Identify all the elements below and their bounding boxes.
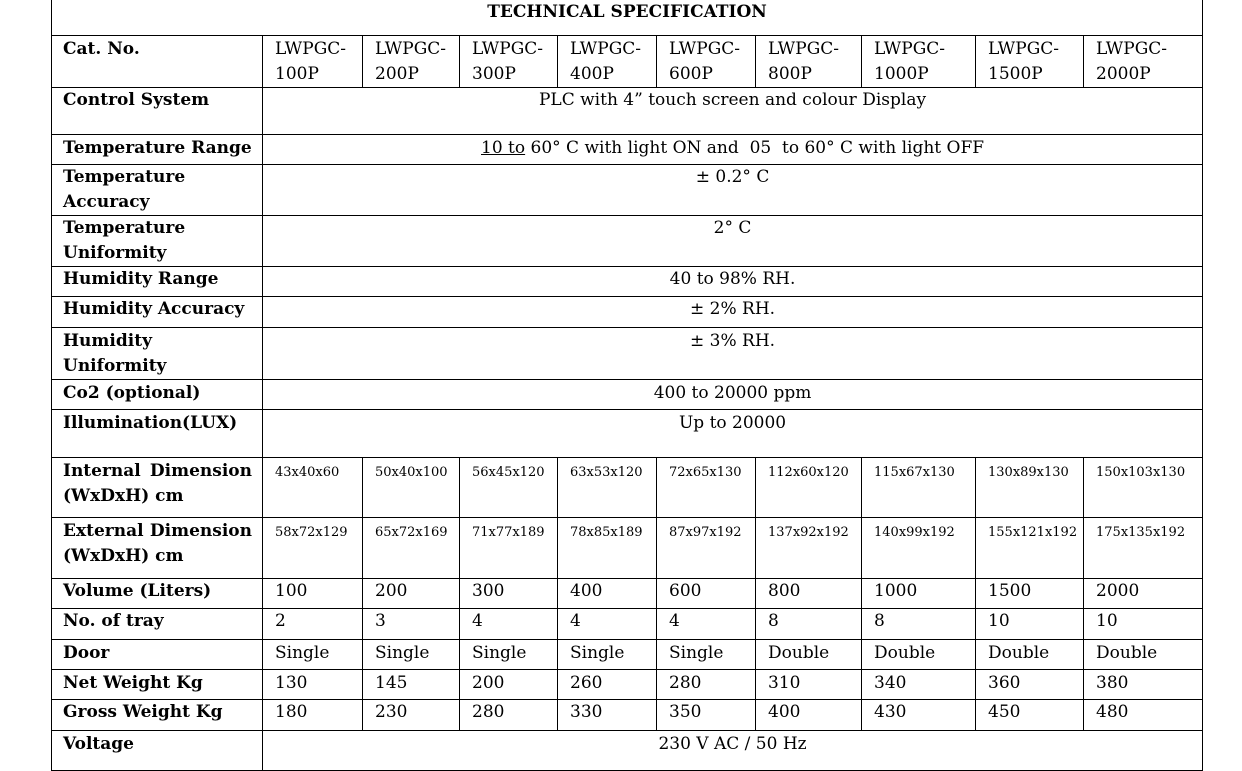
internal-dimension-cell: 43x40x60 [263,457,363,517]
model-suffix: 200P [375,63,419,84]
external-dimension-cell: 78x85x189 [558,517,657,578]
model-cell [657,35,756,87]
row-label: No. of tray [52,608,263,639]
model-prefix: LWPGC- [874,38,946,59]
model-cell [862,35,976,87]
temperature-uniformity-row [52,215,1203,266]
row-label: Humidity Range [52,266,263,296]
internal-dimension-cell: 50x40x100 [363,457,460,517]
tray-count-cell: 3 [363,608,460,639]
external-dimension-cell: 175x135x192 [1084,517,1203,578]
row-label [52,215,263,266]
volume-cell: 100 [263,578,363,608]
temperature-accuracy-row [52,164,1203,215]
model-prefix: LWPGC- [275,38,347,59]
row-label: Net Weight Kg [52,669,263,699]
humidity-accuracy-row [52,296,1203,327]
humidity-range-value: 40 to 98% RH. [263,266,1203,296]
model-suffix: 300P [472,63,516,84]
tray-count-cell: 10 [1084,608,1203,639]
voltage-value: 230 V AC / 50 Hz [263,730,1203,770]
model-suffix: 1500P [988,63,1043,84]
model-prefix: LWPGC- [988,38,1060,59]
model-cell [756,35,862,87]
door-type-cell: Double [1084,639,1203,669]
model-prefix: LWPGC- [1096,38,1168,59]
net-weight-cell: 360 [976,669,1084,699]
model-suffix: 100P [275,63,319,84]
door-type-cell: Single [657,639,756,669]
gross-weight-cell: 430 [862,699,976,730]
control-system-row [52,87,1203,134]
humidity-range-row [52,266,1203,296]
tray-count-cell: 2 [263,608,363,639]
gross-weight-row [52,699,1203,730]
model-prefix: LWPGC- [375,38,447,59]
model-cell [558,35,657,87]
row-label: Humidity Accuracy [52,296,263,327]
gross-weight-cell: 180 [263,699,363,730]
temperature-range-underlined-part: 10 to [481,137,526,158]
door-type-cell: Single [263,639,363,669]
row-label [52,457,263,517]
net-weight-cell: 260 [558,669,657,699]
door-type-cell: Single [558,639,657,669]
temperature-range-row [52,134,1203,164]
volume-cell: 200 [363,578,460,608]
volume-cell: 300 [460,578,558,608]
net-weight-cell: 340 [862,669,976,699]
row-label: Co2 (optional) [52,379,263,409]
door-type-cell: Double [756,639,862,669]
net-weight-cell: 200 [460,669,558,699]
illumination-value: Up to 20000 [263,409,1203,457]
model-cell [1084,35,1203,87]
external-dimension-cell: 87x97x192 [657,517,756,578]
external-dimension-row [52,517,1203,578]
internal-dimension-cell: 63x53x120 [558,457,657,517]
row-label [52,164,263,215]
row-label: Illumination(LUX) [52,409,263,457]
volume-cell: 400 [558,578,657,608]
row-label: Door [52,639,263,669]
volume-row [52,578,1203,608]
temperature-accuracy-value: ± 0.2° C [263,164,1203,215]
row-label-line: External Dimension [63,520,252,541]
row-label [52,517,263,578]
row-label: Volume (Liters) [52,578,263,608]
model-cell [363,35,460,87]
net-weight-cell: 130 [263,669,363,699]
tray-row [52,608,1203,639]
gross-weight-cell: 350 [657,699,756,730]
gross-weight-cell: 480 [1084,699,1203,730]
model-prefix: LWPGC- [472,38,544,59]
internal-dimension-cell: 72x65x130 [657,457,756,517]
technical-specification-table [51,0,1203,771]
external-dimension-cell: 58x72x129 [263,517,363,578]
internal-dimension-row [52,457,1203,517]
model-cell [263,35,363,87]
model-suffix: 600P [669,63,713,84]
row-label-line: (WxDxH) cm [63,485,184,506]
row-label: Gross Weight Kg [52,699,263,730]
volume-cell: 600 [657,578,756,608]
model-suffix: 2000P [1096,63,1151,84]
row-label-line: (WxDxH) cm [63,545,184,566]
row-label-line: Accuracy [63,191,150,212]
internal-dimension-cell: 115x67x130 [862,457,976,517]
external-dimension-cell: 137x92x192 [756,517,862,578]
row-label: Cat. No. [52,35,263,87]
external-dimension-cell: 155x121x192 [976,517,1084,578]
volume-cell: 800 [756,578,862,608]
net-weight-cell: 145 [363,669,460,699]
row-label: Temperature Range [52,134,263,164]
table-title: TECHNICAL SPECIFICATION [52,0,1203,35]
row-label-line: Temperature [63,166,186,187]
tray-count-cell: 8 [862,608,976,639]
external-dimension-cell: 71x77x189 [460,517,558,578]
model-suffix: 800P [768,63,812,84]
model-cell [976,35,1084,87]
row-label-line: Temperature [63,217,186,238]
row-label: Humidity Uniformity [52,327,263,379]
model-suffix: 400P [570,63,614,84]
model-suffix: 1000P [874,63,929,84]
gross-weight-cell: 330 [558,699,657,730]
door-row [52,639,1203,669]
control-system-value: PLC with 4” touch screen and colour Display [263,87,1203,134]
volume-cell: 1500 [976,578,1084,608]
voltage-row [52,730,1203,770]
title-row [52,0,1203,35]
illumination-row [52,409,1203,457]
temperature-range-rest: 60° C with light ON and 05 to 60° C with light OFF [525,137,985,158]
tray-count-cell: 4 [558,608,657,639]
model-cell [460,35,558,87]
humidity-accuracy-value: ± 2% RH. [263,296,1203,327]
gross-weight-cell: 230 [363,699,460,730]
tray-count-cell: 4 [460,608,558,639]
internal-dimension-cell: 150x103x130 [1084,457,1203,517]
tray-count-cell: 10 [976,608,1084,639]
cat-no-row [52,35,1203,87]
external-dimension-cell: 140x99x192 [862,517,976,578]
volume-cell: 1000 [862,578,976,608]
tray-count-cell: 4 [657,608,756,639]
temperature-range-value [263,134,1203,164]
model-prefix: LWPGC- [768,38,840,59]
gross-weight-cell: 450 [976,699,1084,730]
door-type-cell: Double [862,639,976,669]
net-weight-cell: 380 [1084,669,1203,699]
volume-cell: 2000 [1084,578,1203,608]
row-label-line: Internal Dimension [63,460,252,481]
gross-weight-cell: 400 [756,699,862,730]
gross-weight-cell: 280 [460,699,558,730]
tray-count-cell: 8 [756,608,862,639]
door-type-cell: Double [976,639,1084,669]
humidity-uniformity-value: ± 3% RH. [263,327,1203,379]
net-weight-cell: 310 [756,669,862,699]
model-prefix: LWPGC- [669,38,741,59]
door-type-cell: Single [460,639,558,669]
internal-dimension-cell: 130x89x130 [976,457,1084,517]
door-type-cell: Single [363,639,460,669]
external-dimension-cell: 65x72x169 [363,517,460,578]
net-weight-cell: 280 [657,669,756,699]
row-label: Voltage [52,730,263,770]
net-weight-row [52,669,1203,699]
co2-value: 400 to 20000 ppm [263,379,1203,409]
internal-dimension-cell: 56x45x120 [460,457,558,517]
temperature-uniformity-value: 2° C [263,215,1203,266]
model-prefix: LWPGC- [570,38,642,59]
co2-row [52,379,1203,409]
humidity-uniformity-row [52,327,1203,379]
internal-dimension-cell: 112x60x120 [756,457,862,517]
row-label: Control System [52,87,263,134]
row-label-line: Uniformity [63,242,167,263]
